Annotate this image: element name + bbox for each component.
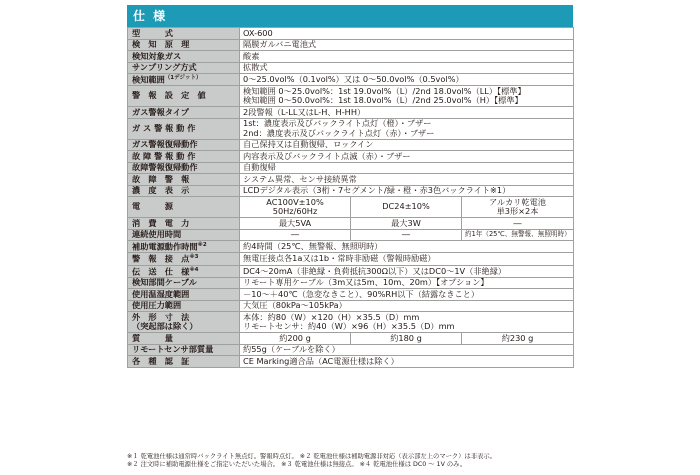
spec-label [128, 151, 240, 163]
spec-label-text: 故 障 警 報 [132, 173, 190, 184]
spec-label-text: 検知対象ガス [132, 50, 182, 61]
spec-value: DC24±10% [351, 197, 462, 218]
spec-value: 酸素 [240, 51, 574, 63]
spec-value: 内容表示及びバックライト点滅（赤）・ブザー [240, 151, 574, 163]
spec-value: DC4～20mA（非絶縁・負荷抵抗300Ω以下）又はDC0～1V（非絶縁） [240, 265, 574, 277]
spec-label-text: 故障警報復帰動作 [132, 162, 198, 173]
spec-row [128, 28, 574, 40]
spec-row [128, 197, 574, 218]
spec-label-text: 各 種 認 証 [132, 355, 190, 366]
spec-label-text: 消 費 電 力 [132, 217, 190, 228]
spec-label-text: 伝 送 仕 様 [132, 266, 190, 277]
spec-row [128, 241, 574, 253]
spec-row [128, 229, 574, 241]
spec-row [128, 139, 574, 151]
spec-label-text: 質 量 [132, 332, 173, 343]
spec-value: ― [462, 218, 574, 230]
spec-label [128, 289, 240, 301]
spec-value: 最大3W [351, 218, 462, 230]
spec-label [128, 265, 240, 277]
spec-label [128, 162, 240, 174]
footnote-mark: ※3 [189, 254, 199, 261]
spec-value: 0～25.0vol%（0.1vol%）又は 0～50.0vol%（0.5vol%） [240, 74, 574, 86]
spec-value-line: 検知範囲 0～25.0vol%：1st 19.0vol%（L）/2nd 18.0vol%（LL）【標準】 [243, 85, 526, 96]
spec-row [128, 300, 574, 312]
spec-label-text: 警 報 接 点 [132, 254, 190, 265]
spec-label-note: （突起部は除く） [132, 321, 198, 332]
spec-label [128, 51, 240, 63]
spec-title: 仕 様 [127, 5, 573, 27]
spec-label [128, 229, 240, 241]
spec-label-text: リモートセンサ部質量 [132, 344, 214, 355]
spec-label [128, 107, 240, 119]
spec-value: OX-600 [240, 28, 574, 40]
spec-value-line: 単3形×2本 [496, 206, 539, 217]
spec-label-text: 警 報 設 定 値 [132, 90, 206, 101]
spec-value: 自動復帰 [240, 162, 574, 174]
spec-label [128, 185, 240, 197]
spec-value [462, 197, 574, 218]
spec-label-text: 検 知 原 理 [132, 39, 190, 49]
spec-label-note: （1デジット） [164, 75, 202, 81]
spec-value: リモート専用ケーブル（3m又は5m、10m、20m）【オプション】 [240, 277, 574, 289]
spec-label [128, 62, 240, 74]
spec-value-line: 50Hz/60Hz [272, 206, 318, 217]
spec-label [128, 86, 240, 107]
spec-value: 約200 g [240, 333, 351, 345]
spec-value-line: 検知範囲 0～50.0vol%：1st 18.0vol%（L）/2nd 25.0vol%（H）【標準】 [243, 95, 523, 106]
spec-label-text: 外 形 寸 法 [132, 311, 190, 322]
spec-label-text: ガ ス 警 報 動 作 [132, 122, 196, 133]
spec-value-line: 1st：濃度表示及びバックライト点灯（橙）・ブザー [243, 118, 432, 129]
spec-label [128, 74, 240, 86]
spec-label-text: サンプリング方式 [132, 62, 197, 72]
spec-value [240, 118, 574, 139]
spec-row [128, 312, 574, 333]
spec-value-line: リモートセンサ：約40（W）×96（H）×35.5（D）mm [243, 321, 455, 332]
spec-value: 大気圧（80kPa～105kPa） [240, 300, 574, 312]
spec-row [128, 118, 574, 139]
spec-label [128, 174, 240, 186]
spec-label [128, 197, 240, 218]
spec-value: 2段警報（L-LL又はL-H、H-HH） [240, 107, 574, 119]
spec-label [128, 300, 240, 312]
footnote-mark: ※2 [197, 242, 207, 249]
spec-label-text: 濃 度 表 示 [132, 185, 190, 196]
spec-value: 拡散式 [240, 62, 574, 74]
spec-value-line: AC100V±10% [266, 196, 324, 207]
spec-value [240, 86, 574, 107]
spec-label [128, 218, 240, 230]
footnote-mark: ※4 [189, 266, 199, 273]
spec-row [128, 51, 574, 63]
spec-row [128, 162, 574, 174]
spec-value: 自己保持又は自動復帰、ロックイン [240, 139, 574, 151]
spec-table [127, 27, 574, 368]
spec-row [128, 185, 574, 197]
spec-label-text: 故 障 警 報 動 作 [132, 150, 196, 161]
spec-value-line: 本体：約80（W）×120（H）×35.5（D）mm [243, 311, 420, 322]
spec-label [128, 39, 240, 51]
spec-value: 隔膜ガルバニ電池式 [240, 39, 574, 51]
spec-label-text: 検知部間ケーブル [132, 277, 197, 288]
spec-label-text: 検知範囲 [132, 74, 165, 85]
spec-label [128, 333, 240, 345]
spec-value: －10～＋40℃（急変なきこと）、90%RH以下（結露なきこと） [240, 289, 574, 301]
spec-row [128, 344, 574, 356]
spec-value: CE Marking適合品（AC電源仕様は除く） [240, 356, 574, 368]
spec-label [128, 118, 240, 139]
spec-label [128, 356, 240, 368]
spec-row [128, 289, 574, 301]
spec-value: 最大5VA [240, 218, 351, 230]
spec-value: システム異常、センサ接続異常 [240, 174, 574, 186]
spec-value-line: アルカリ乾電池 [489, 196, 546, 207]
spec-row [128, 39, 574, 51]
spec-label [128, 344, 240, 356]
spec-row [128, 253, 574, 265]
spec-label-text: 使用温湿度範囲 [132, 288, 190, 299]
spec-value: 約230 g [462, 333, 574, 345]
spec-label [128, 277, 240, 289]
spec-value [240, 312, 574, 333]
spec-value: 無電圧接点各1a又は1b・常時非励磁（警報時励磁） [240, 253, 574, 265]
spec-row [128, 62, 574, 74]
spec-row [128, 174, 574, 186]
spec-value: ― [240, 229, 351, 241]
spec-row [128, 218, 574, 230]
spec-label [128, 312, 240, 333]
spec-value: 約55g（ケーブルを除く） [240, 344, 574, 356]
spec-value: 約4時間（25℃、無警報、無照明時） [240, 241, 574, 253]
spec-row [128, 107, 574, 119]
spec-row [128, 356, 574, 368]
spec-row [128, 277, 574, 289]
spec-value: 約1年（25℃、無警報、無照明時） [462, 229, 574, 241]
spec-row [128, 151, 574, 163]
footnote-line-2: ※２ 注文時に補助電源仕様をご指定いただいた場合。 ※３ 乾電池仕様は無接点。 ※４ 乾電池仕様は DC0 ～ 1V のみ。 [127, 461, 467, 468]
spec-label-text: 使用圧力範囲 [132, 300, 182, 311]
spec-row [128, 74, 574, 86]
spec-label [128, 139, 240, 151]
spec-value: LCDデジタル表示（3桁・7セグメント/緑・橙・赤3色バックライト※1） [240, 185, 574, 197]
footnotes [127, 453, 573, 469]
spec-label [128, 241, 240, 253]
spec-value [240, 197, 351, 218]
spec-row [128, 86, 574, 107]
spec-label-text: 補助電源動作時間 [132, 241, 198, 252]
spec-label-text: ガス警報復帰動作 [132, 139, 198, 150]
footnote-line-1: ※１ 乾電池仕様は通常時バックライト無点灯。警報時点灯。 ※２ 乾電池仕様は補助電源非対応（表示部左上のマーク）は非表示。 [127, 453, 496, 460]
spec-value: ― [351, 229, 462, 241]
spec-row [128, 265, 574, 277]
spec-label [128, 28, 240, 40]
spec-value: 約180 g [351, 333, 462, 345]
spec-sheet [127, 5, 573, 368]
spec-label-text: 電 源 [132, 201, 173, 212]
spec-label-text: ガス警報タイプ [132, 106, 189, 117]
spec-label-text: 型 式 [132, 27, 173, 38]
spec-label [128, 253, 240, 265]
spec-value-line: 2nd：濃度表示及びバックライト点灯（赤）・ブザー [243, 127, 435, 138]
spec-row [128, 333, 574, 345]
spec-label-text: 連続使用時間 [132, 229, 182, 240]
